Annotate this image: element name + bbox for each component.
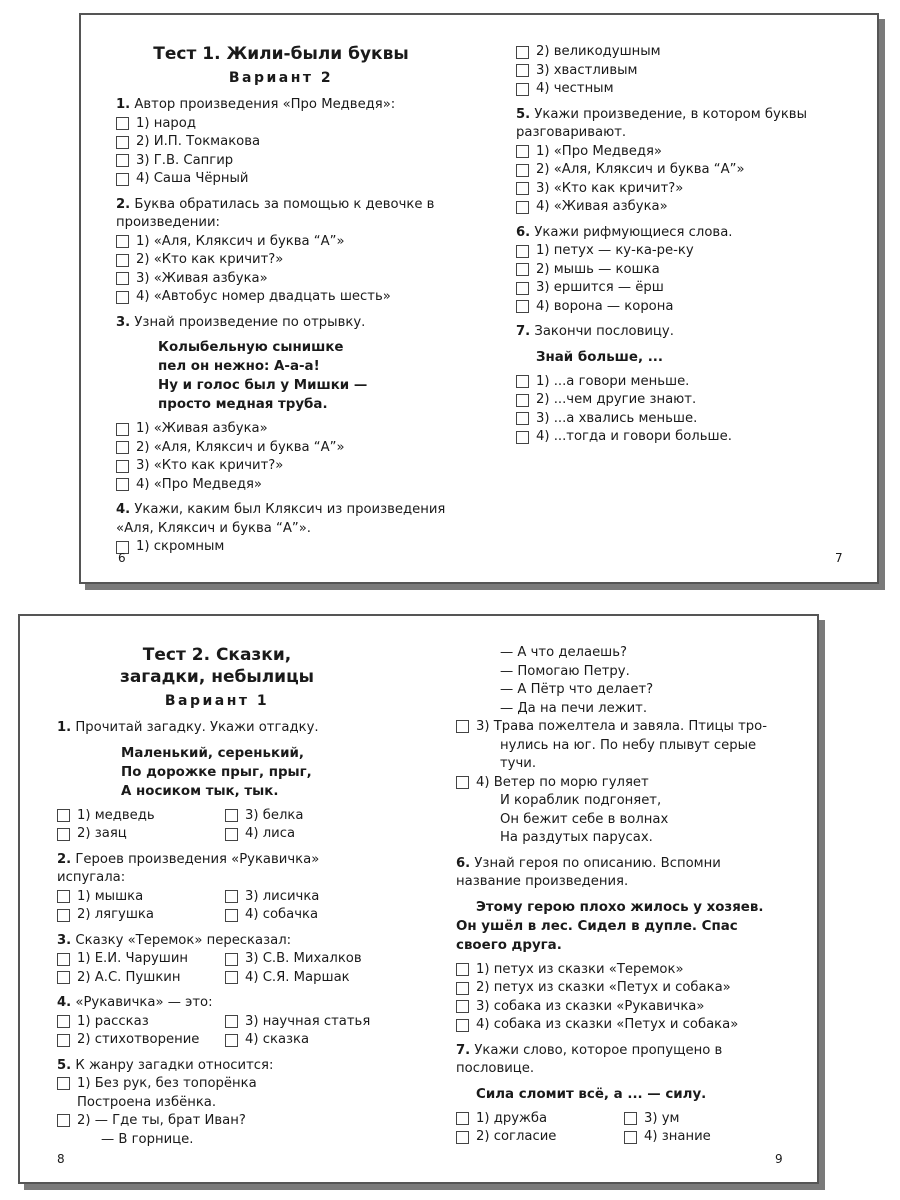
proverb-start: Знай больше, ... [536, 349, 663, 365]
dialogue-line: — А Пётр что делает? [500, 682, 654, 697]
checkbox[interactable] [456, 1019, 469, 1032]
checkbox[interactable] [456, 1000, 469, 1013]
answer-option-continuation: Построена избёнка. [77, 1094, 217, 1110]
answer-option[interactable]: 2) «Аля, Кляксич и буква “А”» [116, 439, 446, 458]
question-1: 1. Прочитай загадку. Укажи отгадку. [57, 720, 319, 735]
question-4: 4. Укажи, каким был Кляксич из произведения «Аля, Кляксич и буква “А”». [116, 502, 446, 536]
proverb-text: Сила сломит всё, а ... — силу. [476, 1086, 707, 1102]
answer-option[interactable]: 4) Саша Чёрный [116, 170, 446, 189]
checkbox[interactable] [116, 136, 129, 149]
answer-option[interactable]: 3) научная статья [225, 1013, 370, 1032]
answer-option[interactable]: 3) С.В. Михалков [225, 950, 362, 969]
checkbox[interactable] [57, 953, 70, 966]
answer-option[interactable]: 2) «Аля, Кляксич и буква “А”» [516, 161, 846, 180]
question-3: 3. Сказку «Теремок» пересказал: [57, 932, 292, 948]
page-7 [516, 43, 846, 447]
checkbox[interactable] [516, 263, 529, 276]
checkbox[interactable] [225, 890, 238, 903]
answer-option[interactable]: 3) «Кто как кричит?» [516, 180, 846, 199]
answer-option[interactable]: 2) А.С. Пушкин [57, 969, 225, 988]
checkbox[interactable] [57, 828, 70, 841]
answer-option[interactable]: 3) ...а хвались меньше. [516, 410, 846, 429]
dialogue-line: — Помогаю Петру. [500, 663, 630, 679]
answer-option[interactable]: 2) лягушка [57, 906, 225, 925]
answer-option[interactable]: 4) ...тогда и говори больше. [516, 428, 846, 447]
answer-option[interactable]: 2) согласие [456, 1128, 624, 1147]
checkbox[interactable] [116, 235, 129, 248]
answer-option[interactable]: 3) Трава пожелтела и завяла. Птицы тро- [456, 718, 786, 737]
answer-option[interactable]: 2) — Где ты, брат Иван? [57, 1112, 397, 1131]
checkbox[interactable] [57, 1077, 70, 1090]
checkbox[interactable] [116, 423, 129, 436]
checkbox[interactable] [516, 375, 529, 388]
checkbox[interactable] [57, 909, 70, 922]
checkbox[interactable] [57, 809, 70, 822]
answer-option[interactable]: 3) «Кто как кричит?» [116, 457, 446, 476]
checkbox[interactable] [225, 809, 238, 822]
question-5: 5. К жанру загадки относится: [57, 1057, 274, 1073]
checkbox[interactable] [624, 1131, 637, 1144]
checkbox[interactable] [57, 1034, 70, 1047]
answer-option[interactable]: 2) стихотворение [57, 1031, 225, 1050]
answer-option[interactable]: 1) «Про Медведя» [516, 143, 846, 162]
book-spread-test-2 [18, 614, 819, 1184]
page-number: 8 [57, 1152, 65, 1166]
answer-option[interactable]: 3) собака из сказки «Рукавичка» [456, 998, 786, 1017]
answer-option[interactable]: 4) С.Я. Маршак [225, 969, 350, 988]
checkbox[interactable] [516, 394, 529, 407]
answer-option[interactable]: 1) скромным [116, 538, 446, 557]
checkbox[interactable] [516, 201, 529, 214]
question-2: 2. Буква обратилась за помощью к девочке в произведении: [116, 196, 435, 230]
checkbox[interactable] [116, 154, 129, 167]
answer-option[interactable]: 1) Без рук, без топорёнка [57, 1075, 397, 1094]
checkbox[interactable] [456, 982, 469, 995]
checkbox[interactable] [57, 890, 70, 903]
checkbox[interactable] [116, 460, 129, 473]
question-3: 3. Узнай произведение по отрывку. [116, 314, 366, 330]
page-6 [116, 43, 446, 557]
answer-option[interactable]: 4) лиса [225, 825, 295, 844]
answer-option[interactable]: 1) медведь [57, 807, 225, 826]
answer-option[interactable]: 4) ворона — корона [516, 298, 846, 317]
page-number: 6 [118, 551, 126, 565]
answer-option[interactable]: 2) петух из сказки «Петух и собака» [456, 979, 786, 998]
checkbox[interactable] [516, 46, 529, 59]
variant-label: Вариант 2 [228, 70, 334, 86]
checkbox[interactable] [225, 1034, 238, 1047]
test-title: Тест 1. Жили-были буквы [153, 44, 409, 64]
checkbox[interactable] [456, 720, 469, 733]
answer-option-continuation: На раздутых парусах. [500, 830, 653, 845]
answer-option[interactable]: 4) знание [624, 1128, 711, 1147]
answer-option[interactable]: 1) мышка [57, 888, 225, 907]
checkbox[interactable] [516, 282, 529, 295]
checkbox[interactable] [624, 1112, 637, 1125]
answer-option[interactable]: 2) великодушным [516, 43, 846, 62]
checkbox[interactable] [516, 431, 529, 444]
checkbox[interactable] [456, 963, 469, 976]
checkbox[interactable] [516, 145, 529, 158]
answer-option[interactable]: 1) народ [116, 115, 446, 134]
checkbox[interactable] [116, 117, 129, 130]
answer-option[interactable]: 3) хвастливым [516, 62, 846, 81]
answer-option[interactable]: 3) «Живая азбука» [116, 270, 446, 289]
checkbox[interactable] [116, 173, 129, 186]
answer-option[interactable]: 1) дружба [456, 1110, 624, 1129]
answer-option[interactable]: 4) «Живая азбука» [516, 198, 846, 217]
answer-option[interactable]: 2) заяц [57, 825, 225, 844]
test-title-line-2: загадки, небылицы [119, 667, 315, 687]
answer-option[interactable]: 1) Е.И. Чарушин [57, 950, 225, 969]
checkbox[interactable] [225, 1015, 238, 1028]
checkbox[interactable] [57, 971, 70, 984]
answer-option-continuation: И кораблик подгоняет, [500, 793, 662, 808]
answer-option[interactable]: 2) «Кто как кричит?» [116, 251, 446, 270]
answer-option[interactable]: 4) собачка [225, 906, 318, 925]
test-title-line-1: Тест 2. Сказки, [142, 645, 292, 665]
checkbox[interactable] [516, 164, 529, 177]
variant-label: Вариант 1 [164, 693, 270, 709]
answer-option[interactable]: 4) собака из сказки «Петух и собака» [456, 1016, 786, 1035]
question-5: 5. Укажи произведение, в котором буквы разговаривают. [516, 106, 807, 140]
page-8 [57, 644, 397, 1149]
page-number: 9 [775, 1152, 783, 1166]
answer-option[interactable]: 4) честным [516, 80, 846, 99]
answer-option[interactable]: 2) ...чем другие знают. [516, 391, 846, 410]
answer-option-continuation: Он бежит себе в волнах [500, 811, 669, 827]
checkbox[interactable] [516, 182, 529, 195]
checkbox[interactable] [225, 953, 238, 966]
checkbox[interactable] [116, 441, 129, 454]
book-spread-test-1 [79, 13, 879, 584]
answer-option[interactable]: 4) «Автобус номер двадцать шесть» [116, 288, 446, 307]
checkbox[interactable] [225, 971, 238, 984]
page-number: 7 [835, 551, 843, 565]
question-1: 1. Автор произведения «Про Медведя»: [116, 97, 396, 112]
checkbox[interactable] [516, 300, 529, 313]
answer-option[interactable]: 3) ершится — ёрш [516, 279, 846, 298]
question-6: 6. Укажи рифмующиеся слова. [516, 224, 733, 240]
checkbox[interactable] [456, 1112, 469, 1125]
answer-option[interactable]: 1) петух из сказки «Теремок» [456, 961, 786, 980]
answer-option[interactable]: 1) «Живая азбука» [116, 420, 446, 439]
question-6: 6. Узнай героя по описанию. Вспомни название произведения. [456, 855, 721, 889]
dialogue-line: — А что делаешь? [500, 645, 628, 660]
answer-option-continuation: нулись на юг. По небу плывут серые [500, 737, 757, 753]
answer-option[interactable]: 3) ум [624, 1110, 679, 1129]
answer-option[interactable]: 1) ...а говори меньше. [516, 373, 846, 392]
answer-option[interactable]: 1) петух — ку-ка-ре-ку [516, 242, 846, 261]
dialogue-line: — Да на печи лежит. [500, 700, 648, 716]
checkbox[interactable] [116, 272, 129, 285]
question-4: 4. «Рукавичка» — это: [57, 995, 213, 1010]
answer-option[interactable]: 4) «Про Медведя» [116, 476, 446, 495]
checkbox[interactable] [225, 828, 238, 841]
checkbox[interactable] [116, 478, 129, 491]
checkbox[interactable] [116, 291, 129, 304]
question-7: 7. Укажи слово, которое пропущено в пословице. [456, 1042, 723, 1076]
answer-option[interactable]: 4) Ветер по морю гуляет [456, 774, 786, 793]
checkbox[interactable] [456, 1131, 469, 1144]
answer-option[interactable]: 1) рассказ [57, 1013, 225, 1032]
checkbox[interactable] [516, 64, 529, 77]
checkbox[interactable] [516, 412, 529, 425]
checkbox[interactable] [516, 245, 529, 258]
answer-option[interactable]: 3) белка [225, 807, 303, 826]
question-7: 7. Закончи пословицу. [516, 324, 674, 339]
answer-option[interactable]: 3) Г.В. Сапгир [116, 152, 446, 171]
answer-option-continuation: — В горнице. [101, 1131, 194, 1147]
answer-option[interactable]: 1) «Аля, Кляксич и буква “А”» [116, 233, 446, 252]
question-2: 2. Героев произведения «Рукавичка» испугала: [57, 851, 320, 885]
answer-option-continuation: тучи. [500, 756, 537, 771]
checkbox[interactable] [456, 776, 469, 789]
poem-excerpt: Колыбельную сынишке пел он нежно: А-а-а! Ну и голос был у Мишки — просто медная труба. [158, 340, 368, 412]
answer-option[interactable]: 4) сказка [225, 1031, 309, 1050]
checkbox[interactable] [516, 83, 529, 96]
checkbox[interactable] [225, 909, 238, 922]
riddle-text: Маленький, серенький, По дорожке прыг, прыг, А носиком тык, тык. [121, 745, 312, 799]
answer-option[interactable]: 3) лисичка [225, 888, 319, 907]
checkbox[interactable] [116, 254, 129, 267]
checkbox[interactable] [57, 1015, 70, 1028]
checkbox[interactable] [57, 1114, 70, 1127]
answer-option[interactable]: 2) мышь — кошка [516, 261, 846, 280]
hero-description: Этому герою плохо жилось у хозяев. Он ушёл в лес. Сидел в дупле. Спас своего друга. [456, 899, 764, 953]
answer-option[interactable]: 2) И.П. Токмакова [116, 133, 446, 152]
page-9 [456, 644, 786, 1147]
